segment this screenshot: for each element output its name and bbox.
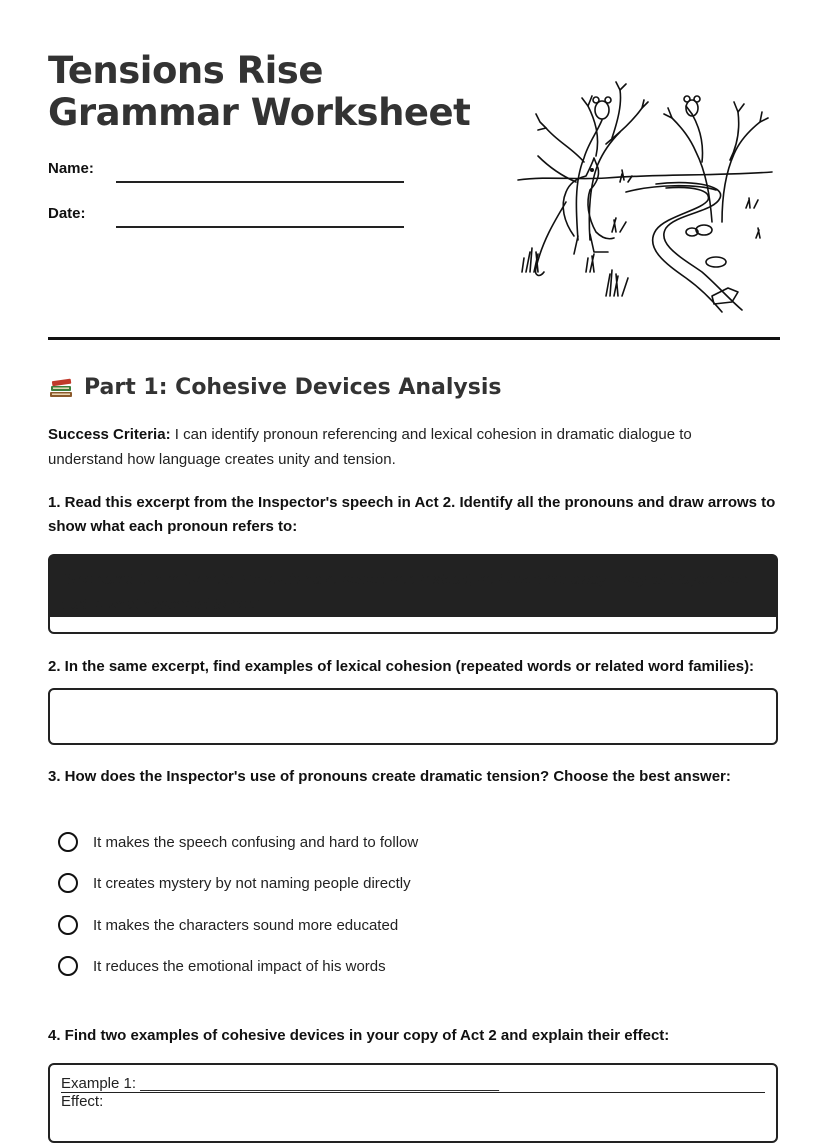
q3-option-label: It creates mystery by not naming people directly [93,874,411,892]
radio-button[interactable] [58,873,78,893]
name-label: Name: [48,160,94,177]
q4-answer-box[interactable] [48,1063,778,1143]
q3-option-label: It makes the characters sound more educated [93,916,399,934]
q3-option-label: It makes the speech confusing and hard to follow [93,833,419,851]
q4-effect-label: Effect: [61,1093,104,1110]
success-criteria-label: Success Criteria: [48,426,171,443]
outback-landscape-illustration [516,72,778,314]
date-field-line[interactable] [116,226,404,228]
q2-answer-box[interactable] [48,688,778,745]
q3-option-3[interactable] [58,915,398,935]
radio-button[interactable] [58,832,78,852]
q3-option-1[interactable] [58,832,418,852]
success-criteria-text: I can identify pronoun referencing and lexical cohesion in dramatic dialogue to understand how language creates unity and tension. [48,426,692,468]
q3-option-label: It reduces the emotional impact of his words [93,957,386,975]
q1-quote-line-1: "She came to him for help. He could have helped her. Instead, he turned her away. They all played their [61,568,766,593]
question-3: 3. How does the Inspector's use of pronouns create dramatic tension? Choose the best answer: [48,768,731,785]
q3-option-4[interactable] [58,956,386,976]
question-1: 1. Read this excerpt from the Inspector's speech in Act 2. Identify all the pronouns and draw arrows to show what each pronoun refers to: [48,494,776,535]
q4-example-1[interactable]: Example 1: ___________________________________________ [61,1075,765,1093]
q1-quote-line-2: part in what happened to her." [61,596,261,613]
part1-heading [48,374,502,400]
part1-title: Part 1: Cohesive Devices Analysis [84,374,502,400]
success-criteria [48,422,748,472]
books-icon [48,374,74,400]
worksheet-title: Tensions Rise Grammar Worksheet [48,49,471,134]
question-4: 4. Find two examples of cohesive devices in your copy of Act 2 and explain their effect: [48,1027,670,1044]
q3-option-2[interactable] [58,873,411,893]
name-field-line[interactable] [116,181,404,183]
radio-button[interactable] [58,915,78,935]
radio-button[interactable] [58,956,78,976]
q1-quote-box [48,554,778,634]
section-divider [48,337,780,340]
date-label: Date: [48,205,86,222]
question-2: 2. In the same excerpt, find examples of lexical cohesion (repeated words or related word families): [48,658,755,675]
